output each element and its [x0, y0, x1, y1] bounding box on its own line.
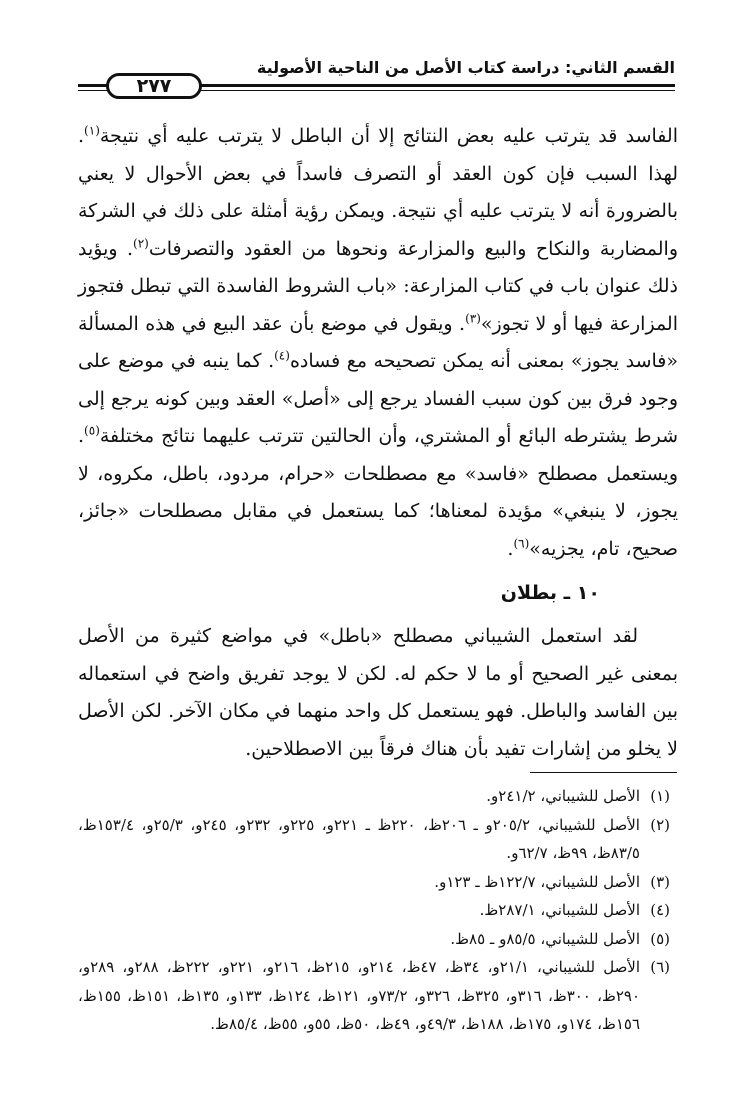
text-run: .	[507, 537, 514, 560]
footnote-number: (٢)	[650, 815, 670, 834]
text-run: . ويقول في موضع بأن عقد البيع في هذه المسألة «فاسد يجوز» بمعنى أنه يمكن تصحيحه مع فساده	[78, 312, 678, 372]
page-number-badge: ٢٧٧	[106, 73, 202, 99]
footnote	[78, 868, 678, 897]
text-run: . كما ينبه في موضع على وجود فرق بين كون سبب الفساد يرجع إلى «أصل» العقد وبين كونه يرجع إلى شرط يشترطه البائع أو المشتري، وأن الحالتين تترتب عليهما نتائج مختلفة	[78, 350, 678, 447]
running-header	[78, 52, 675, 104]
footnote	[78, 896, 678, 925]
footnote-text: الأصل للشيباني، ٢٠٥/٢و ـ ٢٠٦ظ، ٢٢٠ظ ـ ٢٢١و، ٢٢٥و، ٢٣٢و، ٢٤٥و، ٢٥/٣و، ١٥٣/٤ظ، ٨٣/٥ظ، ٩٩ظ، ٦٢/٧و.	[78, 815, 640, 862]
footnote-ref[interactable]: (٢)	[133, 236, 149, 251]
header-title: القسم الثاني: دراسة كتاب الأصل من الناحية الأصولية	[256, 58, 675, 77]
footnote-divider	[530, 772, 677, 773]
footnote-number: (٤)	[650, 901, 670, 919]
footnote-ref[interactable]: (١)	[84, 123, 100, 138]
footnote	[78, 925, 678, 954]
footnote-number: (٣)	[650, 872, 670, 891]
paragraph	[78, 118, 678, 568]
footnote	[78, 782, 678, 811]
footnote-number: (٦)	[650, 958, 670, 976]
footnote-number: (١)	[650, 787, 670, 805]
section-heading: ١٠ ـ بطلان	[500, 582, 600, 604]
footnote-number: (٥)	[650, 929, 670, 948]
footnotes	[78, 782, 678, 1039]
paragraph: لقد استعمل الشيباني مصطلح «باطل» في مواضع كثيرة من الأصل بمعنى غير الصحيح أو ما لا حكم له. لكن لا يوجد تفريق واضح في استعماله بين الفاسد والباطل. فهو يستعمل كل واحد منهما في مكان الآخر. لكن الأصل لا يخلو من إشارات تفيد بأن هناك فرقاً بين الاصطلاحين.	[78, 625, 678, 760]
footnote-text: الأصل للشيباني، ٢٤١/٢و.	[486, 787, 640, 805]
text-run: . ويؤيد ذلك عنوان باب في كتاب المزارعة: «باب الشروط الفاسدة التي تبطل فتجوز المزارعة فيها أو لا تجوز»	[78, 237, 678, 335]
footnote-text: الأصل للشيباني، ٢٨٧/١ظ.	[479, 901, 640, 919]
text-run: . ويستعمل مصطلح «فاسد» مع مصطلحات «حرام، مردود، باطل، مكروه، لا يجوز، لا ينبغي» مؤيدة لمعناها؛ كما يستعمل في مقابل مصطلحات «جائز، صحيح، تام، يجزيه»	[78, 425, 678, 560]
footnote-ref[interactable]: (٥)	[84, 423, 100, 438]
footnote	[78, 953, 678, 1039]
footnote-ref[interactable]: (٣)	[465, 311, 481, 326]
footnote-ref[interactable]: (٤)	[274, 348, 290, 363]
footnote-text: الأصل للشيباني، ١٢٢/٧ظ ـ ١٢٣و.	[434, 872, 640, 891]
text-run: الفاسد قد يترتب عليه بعض النتائج إلا أن الباطل لا يترتب عليه أي نتيجة	[99, 125, 678, 147]
footnote-ref[interactable]: (٦)	[513, 536, 530, 551]
main-text	[78, 118, 678, 768]
footnote-text: الأصل للشيباني، ٢١/١و، ٣٤ظ، ٤٧ظ، ٢١٤و، ٢١٥ظ، ٢١٦و، ٢٢١و، ٢٢٢ظ، ٢٨٨و، ٢٨٩و، ٢٩٠ظ، ٣٠٠ظ، ٣١٦و، ٣٢٥ظ، ٣٢٦و، ٧٣/٢و، ١٢١ظ، ١٢٤ظ، ١٣٣و، ١٣٥ظ، ١٥١ظ، ١٥٥ظ، ١٥٦ظ، ١٧٤و، ١٧٥ظ، ١٨٨ظ، ٤٩/٣و، ٤٩ظ، ٥٠ظ، ٥٥و، ٥٥ظ، ٨٥/٤ظ.	[78, 958, 641, 1033]
text-run: . لهذا السبب فإن كون العقد أو التصرف فاسداً في بعض الأحوال لا يعني بالضرورة أنه لا يترتب عليه أي نتيجة. ويمكن رؤية أمثلة على ذلك في الشركة والمضاربة والنكاح والبيع والمزارعة ونحوها من العقود والتصرفات	[78, 125, 678, 260]
footnote-text: الأصل للشيباني، ٨٥/٥و ـ ٨٥ظ.	[450, 929, 640, 948]
footnote	[78, 811, 678, 868]
